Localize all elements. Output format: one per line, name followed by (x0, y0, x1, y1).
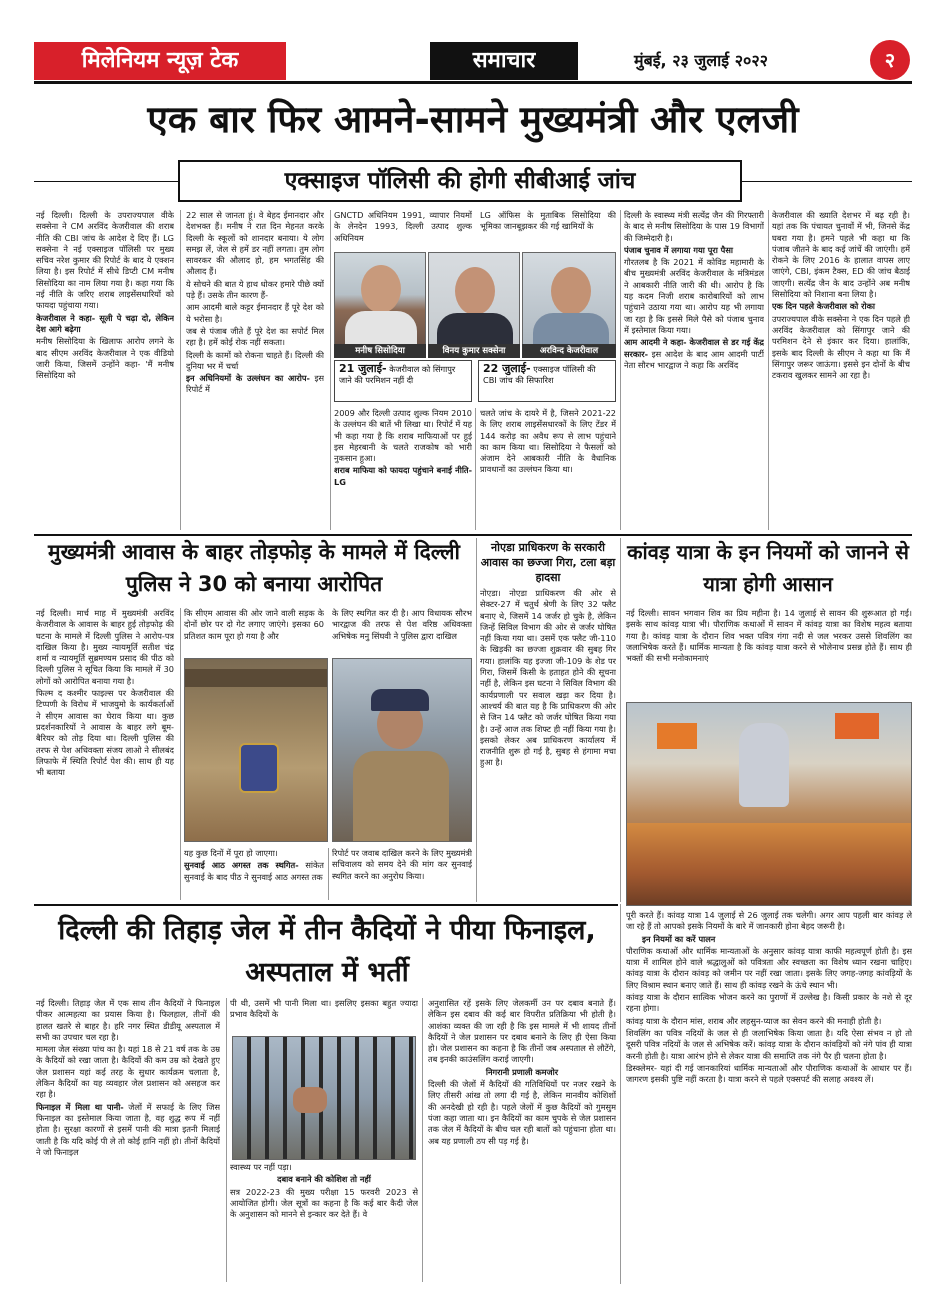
photo-kanwar-yatra (626, 702, 912, 906)
photo-vinay-kumar-saxena (428, 252, 520, 358)
column-rule (620, 210, 621, 530)
saffron-flag (657, 723, 697, 749)
lead-subhead: एक्साइज पॉलिसी की होगी सीबीआई जांच (284, 168, 636, 194)
story4-headline: कांवड़ यात्रा के इन नियमों को जानने से यात्रा होगी आसान (627, 540, 909, 596)
timeline-date: 21 जुलाई- (339, 362, 387, 375)
shoulder-strap (185, 669, 328, 687)
person-head (361, 265, 401, 313)
subheading: दबाव बनाने की कोशिश तो नहीं (277, 1174, 371, 1185)
story5-column-2b (230, 1162, 418, 1282)
photo-manish-sisodia (334, 252, 426, 358)
photo-caption: अरविन्द केजरीवाल (522, 344, 616, 358)
subheading: सुनवाई आठ अगस्त तक स्थगित- (184, 860, 299, 871)
story4-body-bottom (626, 910, 912, 1282)
column-rule (328, 848, 329, 900)
photo-tihar-jail (232, 1036, 416, 1160)
story1-column-1 (36, 210, 174, 532)
column-rule (620, 904, 621, 1284)
story2-column-3 (332, 608, 472, 656)
page-number-badge (870, 40, 910, 80)
person-body (353, 751, 449, 842)
hand-on-bars (293, 1087, 327, 1113)
subheading: शराब माफिया को फायदा पहुंचाने बनाई नीति- LG (334, 465, 472, 487)
story1-column-3b (334, 408, 472, 532)
subheading: फिनाइल में मिला था पानी- (36, 1101, 124, 1112)
paragraph: इस आदेश के बाद आम आदमी पार्टी नेता सौरभ भारद्वाज ने कहा कि अरविंद (624, 348, 764, 370)
paragraph: उपराज्यपाल वीके सक्सेना ने एक दिन पहले ही अरविंद केजरीवाल को सिंगापुर जाने की परमिशन देने से इंकार कर दिया। हालांकि, इसके बाद दिल्ली के सीएम ने कहा था कि मैं सिंगापुर जरूर जाऊंगा। इससे इन दोनों के बीच टकराव खुलकर सामने आ रहा है। (772, 313, 910, 381)
brand-banner (34, 42, 286, 80)
police-badge (239, 743, 279, 793)
photo-caption: विनय कुमार सक्सेना (428, 344, 520, 358)
paragraph: गौरतलब है कि 2021 में कोविड महामारी के बीच मुख्यमंत्री अरविंद केजरीवाल के मंत्रिमंडल ने आबकारी नीति जारी की थी। आरोप है कि यह कदम निजी शराब कारोबारियों को लाभ पहुंचाने उठाया गया था। आरोप यह भी लगाया जा रहा है कि इससे मिले पैसे को पंजाब चुनाव में इस्तेमाल किया गया। (624, 257, 764, 335)
column-rule (180, 608, 181, 900)
paragraph: नई दिल्ली। दिल्ली के उपराज्यपाल वीके सक्सेना ने CM अरविंद केजरीवाल की शराब नीति की CBI जांच के आदेश दे दिए हैं। LG सक्सेना ने नई एक्साइज पॉलिसी पर मुख्य सचिव नरेश कुमार की रिपोर्ट के बाद ये एक्शन लिया है। इस रिपोर्ट में सीधे डिप्टी CM मनीष सिसोदिया का नाम लिया गया है। कहा गया कि नई नीति के जरिए शराब लाइसेंसधारियों को फायदा पहुंचाया गया। (36, 210, 174, 311)
lead-subhead-rule (742, 181, 912, 182)
paragraph: नोएडा। नोएडा प्राधिकरण की ओर से सेक्टर-27 में चतुर्थ श्रेणी के लिए 32 फ्लैट बनाए थे, जिसमें 14 जर्जर हो चुके है, लेकिन जिन्हें सिविल विभाग की ओर से जर्जर घोषित नहीं किया गया था। उसमें एक फ्लैट जी-110 के खिड़की का छज्जा शुक्रवार की सुबह गिर गया। हालांकि यह इज्जा जी-109 के शेड पर गिरा, जिसमें किसी के हताहत होने की सूचना नहीं है, लेकिन इस घटना ने सिविल विभाग की कार्यप्रणाली पर सवाल खड़ा कर दिया है। आश्चर्य की बात यह है कि प्राधिकरण की ओर से जिन 14 फ्लैट को जर्जर घोषित किया गया है। उन्हें आज तक शिफ्ट ही नहीं किया गया है। इसको लेकर अब प्राधिकरण कार्यालय में राजनीति शुरू हो गई है, सुबह से हंगामा मचा हुआ है। (480, 588, 616, 768)
section-title: समाचार (472, 48, 536, 73)
timeline-text: एक्साइज पॉलिसी की CBI जांच की सिफारिश (483, 364, 596, 385)
column-rule (475, 408, 476, 530)
column-rule (422, 998, 423, 1282)
paragraph: नई दिल्ली। सावन भगवान शिव का प्रिय महीना है। 14 जुलाई से सावन की शुरूआत हो गई। इसके साथ कांवड़ यात्रा भी। पौराणिक कथाओं में सावन में कांवड़ यात्रा का विशेष महत्व बताया गया है। कांवड़ यात्रा के दौरान शिव भक्त पवित्र गंगा नदी से जल भरकर उससे शिवलिंग का जलाभिषेक करते हैं। धार्मिक मान्यता है कि कांवड़ यात्रा करने से भोलेनाथ प्रसन्न होते हैं। साथ ही भक्तों की सभी मनोकामनाएं (626, 608, 912, 664)
photo-police-officials (332, 658, 472, 842)
story2-column-3b (332, 848, 472, 902)
paragraph: शिवलिंग का पवित्र नदियों के जल से ही जलाभिषेक किया जाता है। यदि ऐसा संभव न हो तो दूसरी पवित्र नदियों के जल से अभिषेक करें। कांवड़ यात्रा के दौरान कांवड़ियों को नंगे पांव ही यात्रा करनी होती है। यात्रा आरंभ होने से लेकर यात्रा की समाप्ति तक नंगे पैर ही चलना होता है। (626, 1027, 912, 1061)
shiva-idol (739, 723, 789, 807)
brand-name: मिलेनियम न्यूज़ टेक (81, 48, 239, 73)
timeline-text: केजरीवाल को सिंगापुर जाने की परमिशन नहीं दी (339, 364, 456, 385)
story1-column-2 (186, 210, 324, 532)
paragraph: पूरी करते हैं। कांवड़ यात्रा 14 जुलाई से 26 जुलाई तक चलेगी। अगर आप पहली बार कांवड़ ले जा रहे हैं तो आपको इसके नियमों के बारे में जानकारी होना बेहद जरूरी है। (626, 910, 912, 932)
crowd (627, 823, 912, 906)
column-rule (180, 210, 181, 530)
section-banner (430, 42, 578, 80)
column-rule (226, 998, 227, 1282)
story1-column-4 (480, 210, 616, 246)
timeline-box-2 (478, 360, 616, 402)
paragraph: दिल्ली की जेलों में कैदियों की गतिविधियों पर नजर रखने के लिए तीसरी आंख तो लगा दी गई है, लेकिन मानवीय कोशिशों की अनदेखी हो रही है। पहले जेलों में कुछ कैदियों को गुमसुम पंजा कहा जाता था। इन कैदियों का काम चुपके से जेल प्रशासन तक जेल में कैदियों के बीच चल रही बातों को पहुंचाना होता था। अब यह प्रणाली ठप सी पड़ गई है। (428, 1079, 616, 1146)
paragraph: मनीष सिसोदिया के खिलाफ आरोप लगने के बाद सीएम अरविंद केजरीवाल ने एक वीडियो जारी किया, जिसमें उन्होंने कहा- 'मैं मनीष सिसोदिया को (36, 336, 174, 381)
paragraph: जब से पंजाब जीते हैं पूरे देश का सपोर्ट मिल रहा है। हमें कोई रोक नहीं सकता। (186, 325, 324, 348)
paragraph: पौराणिक कथाओं और धार्मिक मान्यताओं के अनुसार कांवड़ यात्रा काफी महत्वपूर्ण होती है। इस यात्रा में शामिल होने वाले श्रद्धालुओं को पवित्रता और स्वच्छता का विशेष ध्यान रखना चाहिए। कांवड़ यात्रा के दौरान कांवड़ को जमीन पर नहीं रखा जाता। इसके लिए जगह-जगह कांवड़ियों के लिए विश्राम स्थान बनाए जाते हैं। साथ ही कांवड़ रखने के ऊंचे स्थान भी। (626, 945, 912, 990)
column-rule (768, 210, 769, 530)
story3-headline: नोएडा प्राधिकरण के सरकारी आवास का छज्जा गिरा, टला बड़ा हादसा (480, 541, 616, 584)
dateline: मुंबई, २३ जुलाई २०२२ (634, 51, 768, 70)
paragraph: जेलों में सफाई के लिए जिस फिनाइल का इस्तेमाल किया जाता है, वह शुद्ध रूप में नहीं होता है। सुरक्षा कारणों से इसमें पानी की मात्रा इतनी मिलाई जाती है कि यदि कोई पी ले तो कोई हानि नहीं हो। तीनों कैदियों ने जो फिनाइल (36, 1101, 220, 1157)
story3-body (480, 588, 616, 902)
subheading: केजरीवाल ने कहा- सूली पे चढ़ा दो, लेकिन देश आगे बढ़ेगा (36, 312, 174, 334)
masthead (34, 38, 912, 84)
person-head (551, 267, 591, 315)
column-rule (330, 210, 331, 530)
lead-subhead-box (178, 160, 742, 202)
column-rule (620, 538, 621, 902)
subheading: एक दिन पहले केजरीवाल को रोका (772, 301, 875, 312)
paragraph: नई दिल्ली। तिहाड़ जेल में एक साथ तीन कैदियों ने फिनाइल पीकर आत्महत्या का प्रयास किया है। फिलहाल, तीनों की हालत खतरे से बाहर है। हरि नगर स्थित डीडीयू अस्पताल में सभी का उपचार चल रहा है। (36, 998, 220, 1042)
story5-column-2 (230, 998, 418, 1034)
story1-column-6 (772, 210, 910, 532)
person-cap (371, 689, 429, 711)
story2-column-1 (36, 608, 174, 902)
paragraph: 2009 और दिल्ली उत्पाद शुल्क नियम 2010 के उल्लंघन की बातें भी लिखा था। रिपोर्ट में यह भी कहा गया है कि शराब माफियाओं पर हुई इस मेहरबानी के चलते राजकोष को भारी नुकसान हुआ। (334, 408, 472, 464)
column-rule (476, 538, 477, 902)
timeline-box-1 (334, 360, 472, 402)
paragraph: ये सोचने की बात ये हाथ धोकर हमारे पीछे क्यों पड़े हैं। उसके तीन कारण हैं- (186, 278, 324, 301)
paragraph: इस रिपोर्ट में (186, 373, 324, 395)
story5-column-1 (36, 998, 220, 1282)
story2-column-2b (184, 848, 324, 902)
story1-column-4b (480, 408, 616, 532)
photo-arvind-kejriwal (522, 252, 616, 358)
paragraph: GNCTD अधिनियम 1991, व्यापार नियमों के लेनदेन 1993, दिल्ली उत्पाद शुल्क अधिनियम (334, 210, 472, 243)
paragraph: अनुशासित रहें इसके लिए जेलकर्मी उन पर दबाव बनाते हैं। लेकिन इस दबाव की कई बार विपरीत प्रतिक्रिया भी होती है। आशंका व्यक्त की जा रही है कि इस मामले में भी शायद तीनों कैदियों ने जेल प्रशासन पर दबाव बनाने के लिए ही ऐसा किया हो। जेल प्रशासन का कहना है कि तीनों जब अस्पताल से लौटेंगे, तब इनकी काउंसलिंग कराई जाएगी। (428, 998, 616, 1065)
paragraph: LG ऑफिस के मुताबिक सिसोदिया की भूमिका जानबूझकर की गई खामियों के (480, 210, 616, 232)
paragraph: चलते जांच के दायरे में है, जिसने 2021-22 के लिए शराब लाइसेंसधारकों के लिए टेंडर में 144 करोड़ का अवैध रूप से लाभ पहुंचाने का काम किया था। सिसोदिया ने फैसलों को अंजाम देने आबकारी नीति के वैधानिक प्रावधानों का उल्लंघन किया था। (480, 408, 616, 475)
section-rule (34, 904, 618, 906)
timeline-date: 22 जुलाई- (483, 362, 531, 375)
paragraph: कांवड़ यात्रा के दौरान मांस, शराब और लहसुन-प्याज का सेवन करने की मनाही होती है। (626, 1015, 882, 1026)
paragraph: के लिए स्थगित कर दी है। आप विधायक सौरभ भारद्वाज की तरफ से पेश वरिष्ठ अधिवक्ता अभिषेक मनु सिंघवी ने पुलिस द्वारा दाखिल (332, 608, 472, 641)
story5-column-3 (428, 998, 616, 1282)
paragraph: कांवड़ यात्रा के दौरान सात्विक भोजन करने का पुराणों में उल्लेख है। किसी प्रकार के नशे से दूर रहना होगा। (626, 992, 912, 1014)
paragraph: नई दिल्ली। मार्च माह में मुख्यमंत्री अरविंद केजरीवाल के आवास के बाहर हुई तोड़फोड़ की घटना के मामले में दिल्ली पुलिस ने आरोप-पत्र दाखिल किया है। मुख्य न्यायमूर्ति सतीश चंद्र शर्मा व न्यायमूर्ति सुब्रमण्यम प्रसाद की पीठ को दिल्ली पुलिस ने सूचित किया कि मामले में 30 लोगों को आरोपित बनाया गया है। (36, 608, 174, 686)
lead-subhead-rule (34, 181, 178, 182)
paragraph: डिस्क्लेमर- यहां दी गई जानकारियां धार्मिक मान्यताओं और पौराणिक कथाओं के आधार पर हैं। जागरण इसकी पुष्टि नहीं करता है। यात्रा करने से पहले एक्सपर्ट की सलाह अवश्य लें। (626, 1062, 912, 1085)
person-head (455, 267, 495, 315)
paragraph: सत्र 2022-23 की मुख्य परीक्षा 15 फरवरी 2023 से आयोजित होगी। जेल सूत्रों का कहना है कि कई बार कैदी जेल के अनुशासन को मानने से इन्कार कर देते हैं। वे (230, 1186, 418, 1220)
story1-column-5 (624, 210, 764, 532)
story2-headline: मुख्यमंत्री आवास के बाहर तोड़फोड़ के मामले में दिल्ली पुलिस ने 30 को बनाया आरोपित (48, 540, 460, 596)
paragraph: कि सीएम आवास की ओर जाने वाली सड़क के दोनों छोर पर दो गेट लगाए जाएंगे। इसका 60 प्रतिशत काम पूरा हो गया है और (184, 608, 324, 641)
paragraph: दिल्ली के स्वास्थ्य मंत्री सत्येंद्र जैन की गिरफ्तारी के बाद से मनीष सिसोदिया के पास 19 विभागों की जिम्मेदारी है। (624, 210, 764, 243)
paragraph: आम आदमी बाले कट्टर ईमानदार हैं पूरे देश को ये भरोसा है। (186, 302, 324, 324)
saffron-flag (835, 713, 879, 739)
paragraph: रिपोर्ट पर जवाब दाखिल करने के लिए मुख्यमंत्री सचिवालय को समय देने की मांग कर सुनवाई स्थगित करने का अनुरोध किया। (332, 848, 472, 881)
photo-caption: मनीष सिसोदिया (334, 344, 426, 358)
paragraph: यह कुछ दिनों में पूरा हो जाएगा। (184, 848, 278, 858)
paragraph: सांकेत सुनवाई के बाद पीठ ने सुनवाई आठ अगस्त तक (184, 860, 324, 882)
lead-headline: एक बार फिर आमने-सामने मुख्यमंत्री और एलजी (147, 98, 799, 141)
story1-column-3 (334, 210, 472, 246)
story2-column-2 (184, 608, 324, 656)
subheading: निगरानी प्रणाली कमजोर (485, 1066, 559, 1077)
paragraph: पी थी, उसमें भी पानी मिला था। इसलिए इसका बहुत ज्यादा प्रभाव कैदियों के (230, 998, 418, 1020)
subheading: आम आदमी ने कहा- केजरीवाल से डर गई केंद्र सरकार- (624, 337, 764, 359)
paragraph: फिल्म द कश्मीर फाइल्स पर केजरीवाल की टिप्पणी के विरोध में भाजयुमो के कार्यकर्ताओं ने सीएम आवास का घेराव किया था। कुछ प्रदर्शनकारियों ने आवास के बाहर लगे बूम-बैरियर को तोड़ दिया था। दिल्ली पुलिस की तरफ से पेश अधिवक्ता संजय लाओ ने सीलबंद लिफाफे में स्थिति रिपोर्ट पेश की। साथ ही यह भी बताया (36, 688, 174, 778)
paragraph: केजरीवाल की ख्याति देशभर में बढ़ रही है। यहां तक कि पंचायत चुनावों में भी, जिनसे केंद्र घबरा गया है। हमने पहले भी कहा था कि पंजाब जीतने के बाद कई जांचें की जाएंगी। हमें रोकने के लिए 2016 के हालात वापस लाए जाएंगे, CBI, इंकम टैक्स, ED की जांच बैठाई जाएगी। सत्येंद्र जैन के बाद उन्होंने अब मनीष सिसोदिया को निशाना बना लिया है। (772, 210, 910, 300)
paragraph: दिल्ली के कामों को रोकना चाहते हैं। दिल्ली की दुनिया भर में चर्चा (186, 349, 324, 371)
photo-police-officer (184, 658, 328, 842)
paragraph: 22 साल से जानता हूं। वे बेहद ईमानदार और देशभक्त हैं। मनीष ने रात दिन मेहनत करके दिल्ली के स्कूलों को शानदार बनाया। ये लोग समझ लें, जेल से हमें डर नहीं लगता। तुम लोग सावरकर की औलाद हो, हम भगतसिंह की औलाद हैं। (186, 210, 324, 277)
story5-headline: दिल्ली की तिहाड़ जेल में तीन कैदियों ने पीया फिनाइल, अस्पताल में भर्ती (58, 915, 596, 988)
subheading: इन अधिनियमों के उल्लंघन का आरोप- (186, 373, 310, 384)
page-number: २ (884, 48, 896, 72)
paragraph: स्वास्थ्य पर नहीं पड़ा। (230, 1162, 292, 1172)
paragraph: मामला जेल संख्या पांच का है। यहां 18 से 21 वर्ष तक के उम्र के कैदियों को रखा जाता है। कैदियों की कम उम्र को देखते हुए जेल प्रशासन यहां कई तरह के सुधार कार्यक्रम चलाता है, लेकिन कैदियों का यह व्यवहार जेल प्रशासन को असहज कर रहा है। (36, 1044, 220, 1100)
subheading: इन नियमों का करें पालन (642, 933, 716, 944)
story4-body-top (626, 608, 912, 698)
subheading: पंजाब चुनाव में लगाया गया पूरा पैसा (624, 244, 733, 255)
